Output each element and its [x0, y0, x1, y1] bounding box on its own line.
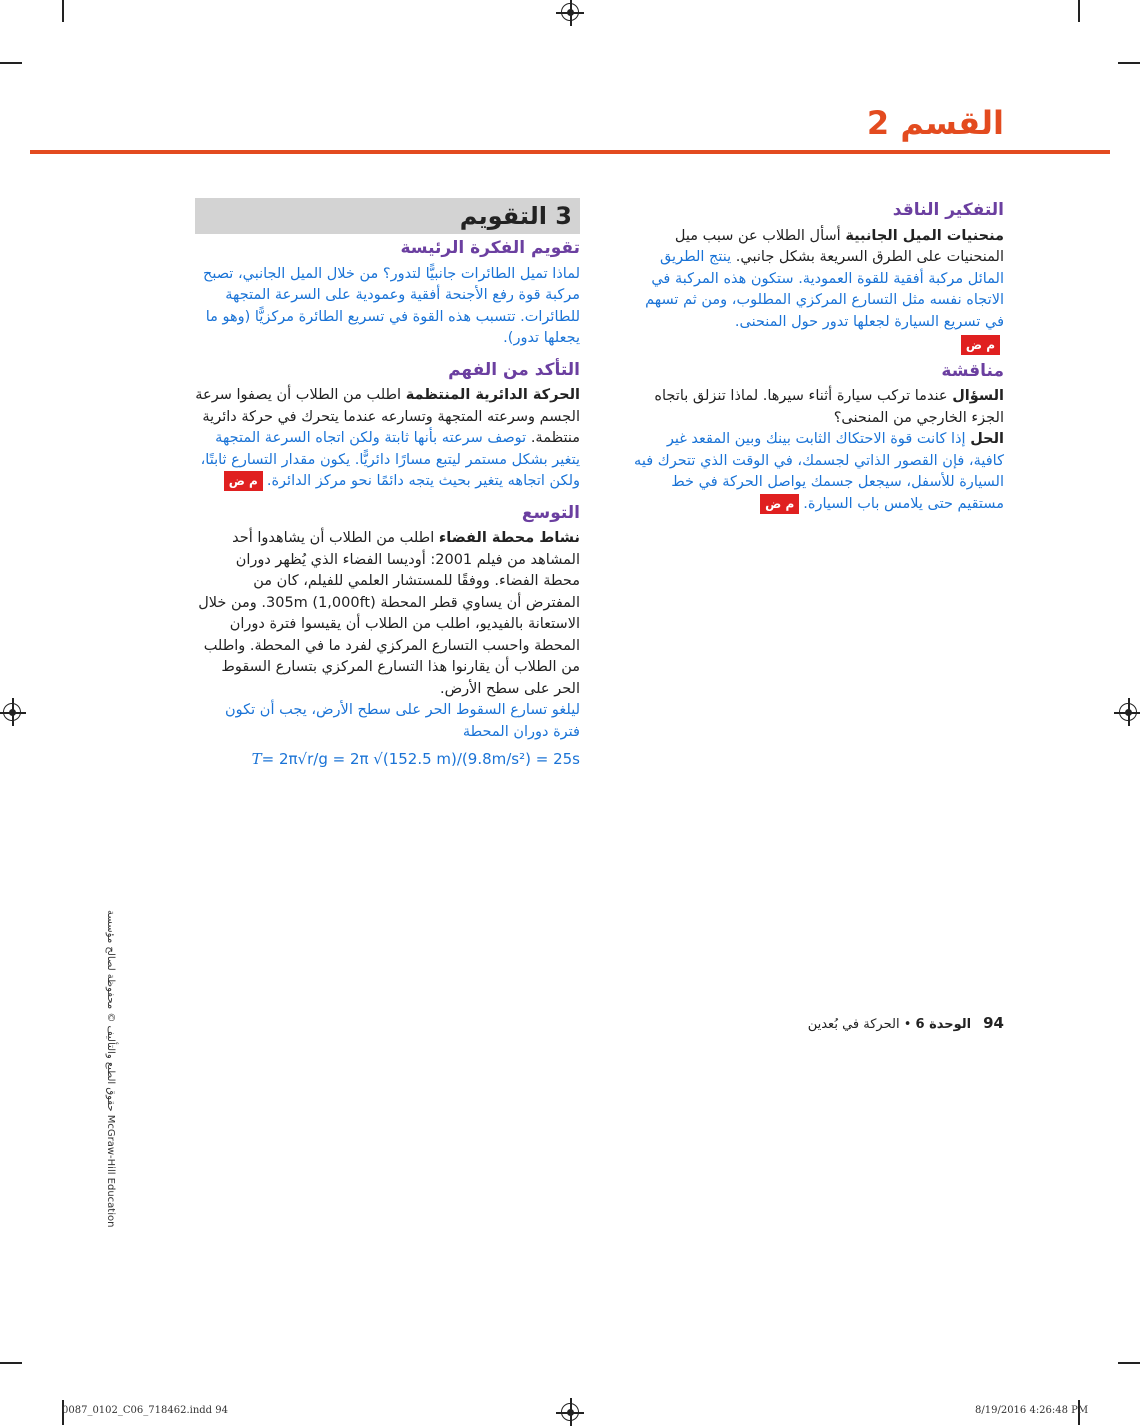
space-station-text: اطلب من الطلاب أن يشاهدوا أحد المشاهد من فيلم 2001: أوديسا الفضاء الذي يُظهر دوران محطة الفضاء. ووفقًا للمستشار العلمي للفيلم، كان من المفترض أن يساوي قطر المحطة 305m (1,000ft). ومن خلال الاستعانة بالفيديو، اطلب من الطلاب أن يقيسوا فترة دوران المحطة واحسب التسارع المركزي لفرد ما في المحطة. واطلب من الطلاب أن يقارنوا هذا التسارع المركزي بتسارع السقوط الحر على سطح الأرض.: [198, 530, 580, 697]
right-column: [634, 200, 1004, 515]
crop-mark: [62, 0, 64, 22]
period-formula: [195, 749, 580, 771]
banking-answer: ينتج الطريق المائل مركبة أفقية للقوة العمودية. ستكون هذه المركبة في الاتجاه نفسه مثل التسارع المركزي المطلوب، ومن ثم تسهم في تسريع السيارة لجعلها تدور حول المنحنى.: [645, 249, 1004, 330]
formula-expression: = 2π√r/g = 2π √(152.5 m)/(9.8m/s²) = 25s: [261, 750, 580, 768]
space-station-paragraph: [195, 528, 580, 700]
slug-timestamp: 8/19/2016 4:26:48 PM: [975, 1405, 1089, 1416]
crop-mark: [0, 62, 22, 64]
answer-text: إذا كانت قوة الاحتكاك الثابت بينك وبين المقعد غير كافية، فإن القصور الذاتي لجسمك، في الوقت الذي تتحرك فيه السيارة للأسفل، سيجعل جسمك يواصل الحركة في خط مستقيم حتى يلامس باب السيارة.: [634, 431, 1004, 512]
space-station-label: نشاط محطة الفضاء: [438, 530, 580, 546]
circular-motion-text: اطلب من الطلاب أن يصفوا سرعة الجسم وسرعته المتجهة وتسارعه عندما يتحرك في حركة دائرية منتظمة.: [195, 387, 580, 446]
circular-motion-paragraph: [195, 385, 580, 493]
crop-mark: [0, 1362, 22, 1364]
circular-motion-answer: توصف سرعته بأنها ثابتة ولكن اتجاه السرعة المتجهة يتغير بشكل مستمر ليتبع مسارًا دائريًّا. يكون مقدار التسارع ثابتًا، ولكن اتجاهه يتغير بحيث يتجه دائمًا نحو مركز الدائرة.: [200, 430, 580, 489]
copyright-text: حقوق الطبع والتأليف © محفوظة لصالح مؤسسة McGraw-Hill Education: [105, 910, 116, 1228]
check-understanding-heading: التأكد من الفهم: [448, 359, 580, 380]
registration-mark-icon: [3, 703, 21, 721]
assessment-phase-bar: 3 التقويم: [195, 198, 580, 234]
level-badge: م ض: [961, 335, 1000, 355]
chapter-label: الوحدة 6: [915, 1017, 972, 1032]
banking-label: منحنيات الميل الجانبية: [845, 227, 1004, 244]
slug-file: 0087_0102_C06_718462.indd 94: [62, 1405, 228, 1416]
chapter-title: • الحركة في بُعدين: [807, 1017, 916, 1032]
question-paragraph: [634, 386, 1004, 429]
page-number: 94: [983, 1014, 1004, 1032]
level-badge: م ض: [760, 494, 799, 514]
registration-mark-icon: [1119, 703, 1137, 721]
section-title: القسم 2: [866, 104, 1004, 142]
crop-mark: [1118, 1362, 1140, 1364]
answer-paragraph: [634, 429, 1004, 515]
question-text: عندما تركب سيارة أثناء سيرها. لماذا تنزلق باتجاه الجزء الخارجي من المنحنى؟: [654, 388, 1004, 426]
banking-text: أسأل الطلاب عن سبب ميل المنحنيات على الطرق السريعة بشكل جانبي.: [674, 227, 1004, 265]
left-column: [195, 238, 580, 771]
formula-variable: T: [251, 750, 262, 768]
banking-paragraph: [634, 226, 1004, 334]
registration-mark-icon: [561, 3, 579, 21]
registration-mark-icon: [561, 1403, 579, 1421]
crop-mark: [1078, 0, 1080, 22]
main-idea-paragraph: لماذا تميل الطائرات جانبيًّا لتدور؟ من خلال الميل الجانبي، تصبح مركبة قوة رفع الأجنحة أفقية وعمودية على السرعة المتجهة للطائرات. تتسبب هذه القوة في تسريع الطائرة مركزيًّا (وهو ما يجعلها تدور).: [202, 265, 580, 346]
critical-thinking-heading: التفكير الناقد: [892, 200, 1004, 220]
header-rule: [30, 150, 1110, 154]
circular-motion-label: الحركة الدائرية المنتظمة: [405, 387, 580, 403]
discussion-heading: مناقشة: [941, 360, 1004, 381]
question-label: السؤال: [952, 388, 1004, 404]
space-station-answer: ليلغو تسارع السقوط الحر على سطح الأرض، يجب أن تكون فترة دوران المحطة: [225, 702, 580, 740]
copyright-sidebar: [104, 910, 116, 1250]
main-idea-heading: تقويم الفكرة الرئيسة: [400, 238, 580, 258]
extension-heading: التوسع: [521, 502, 580, 523]
level-badge: م ض: [224, 471, 263, 491]
crop-mark: [1118, 62, 1140, 64]
answer-label: الحل: [970, 431, 1004, 447]
page-footer: [808, 1014, 1004, 1032]
